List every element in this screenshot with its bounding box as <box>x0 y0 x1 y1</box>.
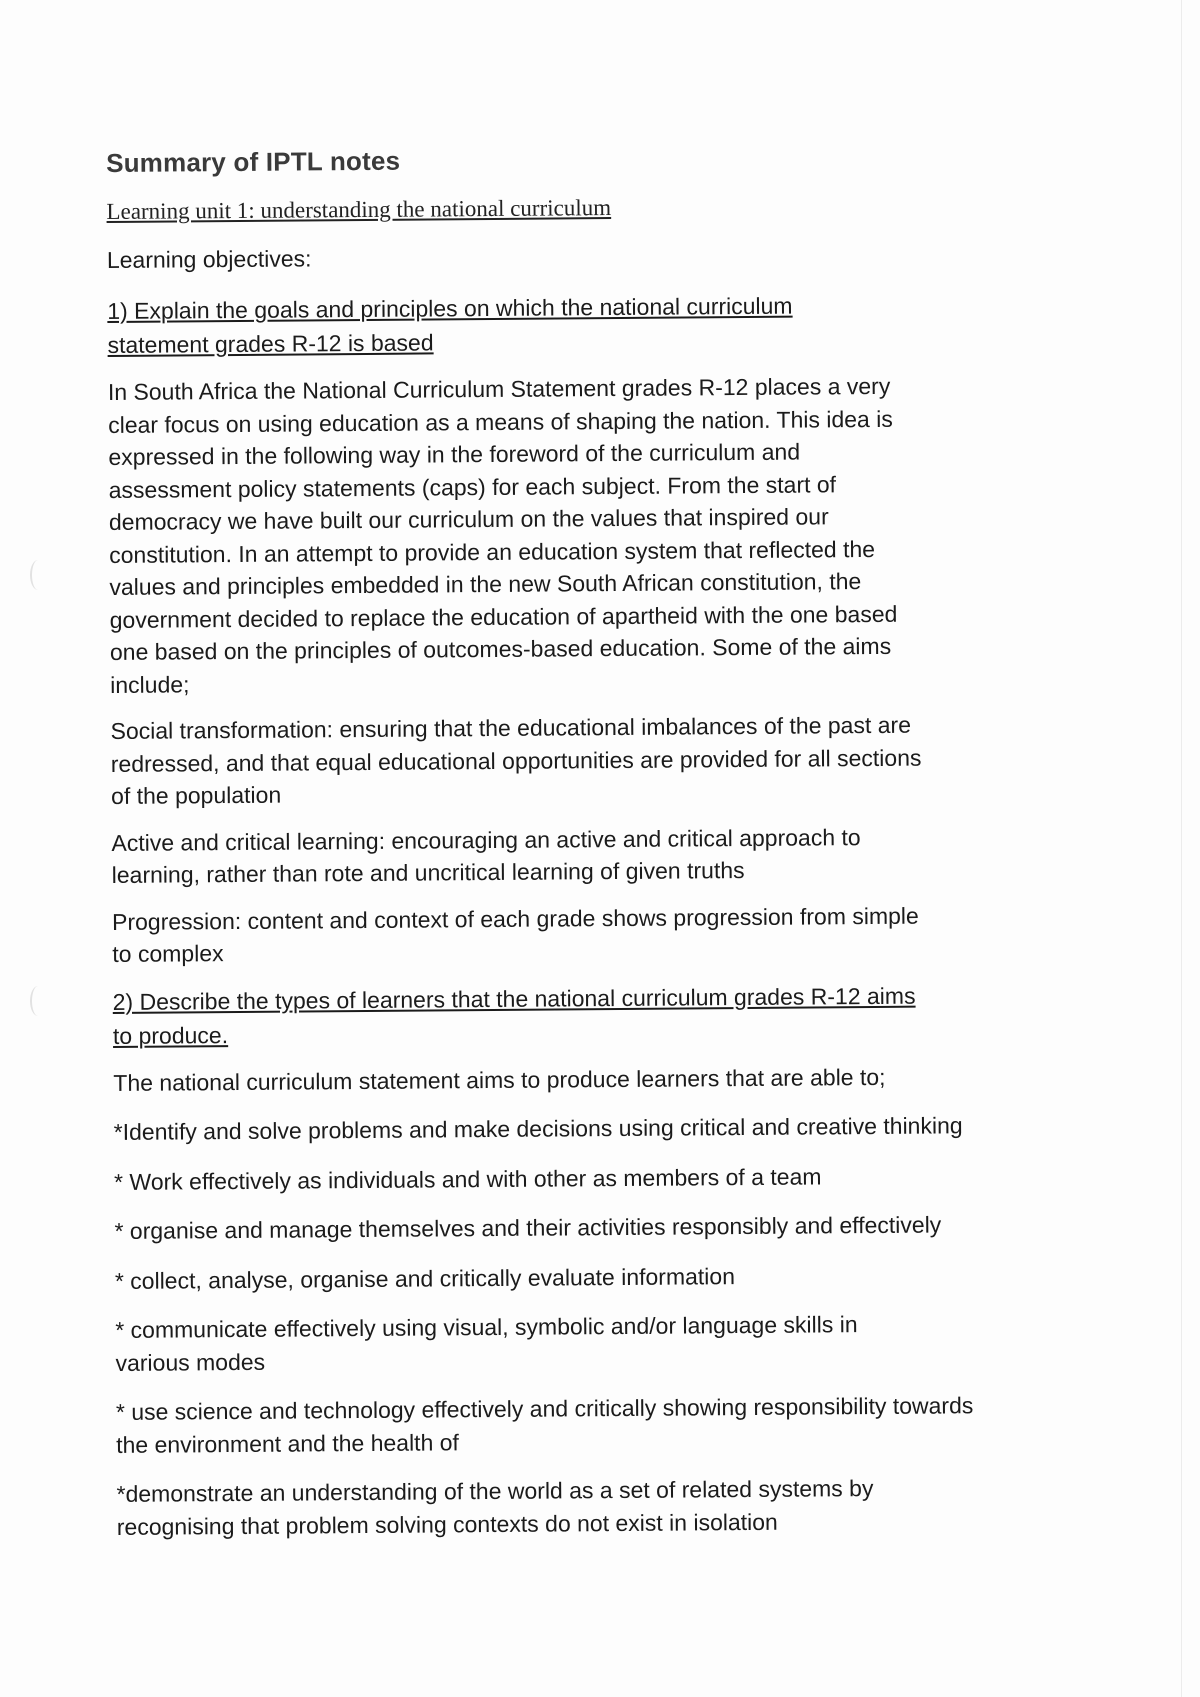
learner-point: * communicate effectively using visual, symbolic and/or language skills in various modes <box>115 1311 858 1376</box>
learner-point: * use science and technology effectively and critically showing responsibility towards the environment and the health of <box>115 1392 974 1458</box>
aim-active-critical-learning: Active and critical learning: encouraging an active and critical approach to learning, rather than rote and uncritical learning of given truths <box>111 823 861 888</box>
document-body <box>106 141 1047 1560</box>
learners-intro: The national curriculum statement aims to produce learners that are able to; <box>113 1063 886 1096</box>
objective-2-heading: 2) Describe the types of learners that the national curriculum grades R-12 aims to produce. <box>112 982 916 1049</box>
learner-point: * Work effectively as individuals and with other as members of a team <box>114 1162 822 1195</box>
document-title: Summary of IPTL notes <box>106 145 401 178</box>
objective-1-heading: 1) Explain the goals and principles on which the national curriculum statement grades R-12 is based <box>107 292 793 358</box>
scan-hole-mark-upper <box>30 560 46 590</box>
learner-point: *Identify and solve problems and make decisions using critical and creative thinking <box>113 1112 963 1145</box>
learner-point: * organise and manage themselves and their activities responsibly and effectively <box>114 1211 942 1244</box>
intro-paragraph: In South Africa the National Curriculum Statement grades R-12 places a very clear focus on using education as a means of shaping the nation. This idea is expressed in the following way in the foreword of the curriculum and assessment policy statements (caps) for each subject. From the start of democracy we have built our curriculum on the values that inspired our constitution. In an attempt to provide an education system that reflected the values and principles embedded in the new South African constitution, the government decided to replace the education of apartheid with the one based one based on the principles of outcomes-based education. Some of the aims include; <box>107 372 898 698</box>
learning-unit-heading: Learning unit 1: understanding the national curriculum <box>106 195 612 224</box>
page-edge-line <box>1181 0 1182 1697</box>
objectives-label: Learning objectives: <box>106 245 312 273</box>
aim-social-transformation: Social transformation: ensuring that the educational imbalances of the past are redressed, and that equal educational opportunities are provided for all sections of the population <box>110 711 922 809</box>
learner-point: * collect, analyse, organise and critically evaluate information <box>114 1262 736 1294</box>
scan-hole-mark-lower <box>30 986 46 1016</box>
learner-point: *demonstrate an understanding of the world as a set of related systems by recognising that problem solving contexts do not exist in isolation <box>116 1475 874 1540</box>
aim-progression: Progression: content and context of each grade shows progression from simple to complex <box>111 902 919 967</box>
